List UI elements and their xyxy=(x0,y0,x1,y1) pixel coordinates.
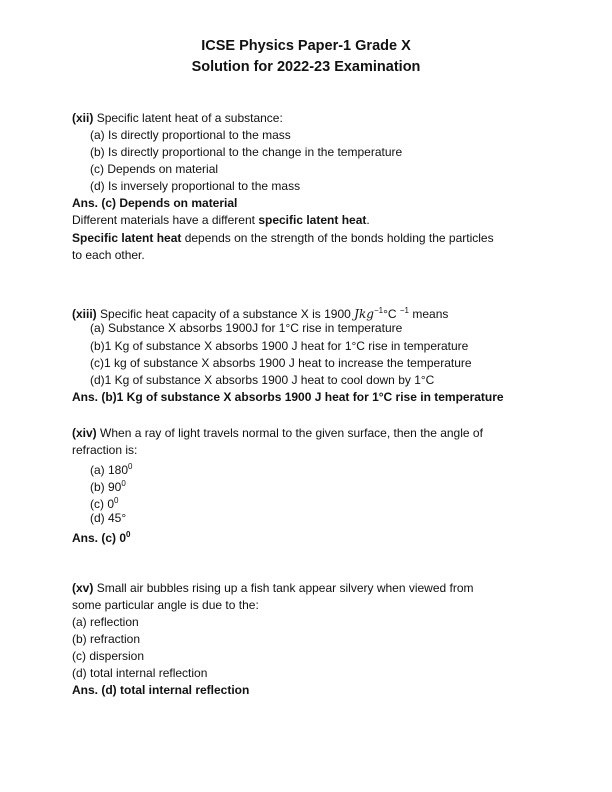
explanation-text: Different materials have a different xyxy=(72,213,259,227)
question-text-cont: some particular angle is due to the: xyxy=(72,598,259,612)
answer: Ans. (b)1 Kg of substance X absorbs 1900 J heat for 1°C rise in temperature xyxy=(72,390,504,404)
question-13 xyxy=(72,304,448,321)
option-a xyxy=(90,460,132,477)
answer: Ans. (c) Depends on material xyxy=(72,196,238,210)
explanation-term: specific latent heat xyxy=(258,213,367,227)
question-text: means xyxy=(412,307,449,321)
unit-celsius: °C xyxy=(383,307,397,321)
option-d: (d) Is inversely proportional to the mass xyxy=(90,179,301,193)
option-b: (b) refraction xyxy=(72,632,141,646)
unit-exponent: −1 xyxy=(373,306,384,315)
option-text: (b) 90 xyxy=(90,480,122,494)
option-d: (d)1 Kg of substance X absorbs 1900 J heat to cool down by 1°C xyxy=(90,373,435,387)
question-number: (xiii) xyxy=(72,307,97,321)
question-number: (xiv) xyxy=(72,426,97,440)
question-text: Specific latent heat of a substance: xyxy=(96,111,283,125)
page-title: ICSE Physics Paper-1 Grade X xyxy=(201,38,411,54)
option-b: (b) Is directly proportional to the change in the temperature xyxy=(90,145,403,159)
option-b: (b)1 Kg of substance X absorbs 1900 J heat for 1°C rise in temperature xyxy=(90,339,469,353)
question-text: Specific heat capacity of a substance X is 1900 xyxy=(100,307,355,321)
option-text: (c) 0 xyxy=(90,497,114,511)
option-d: (d) 45° xyxy=(90,511,127,525)
question-text: Small air bubbles rising up a fish tank appear silvery when viewed from xyxy=(96,581,474,595)
option-b xyxy=(90,477,126,494)
explanation-line: to each other. xyxy=(72,248,145,262)
option-c: (c) Depends on material xyxy=(90,162,219,176)
question-text: When a ray of light travels normal to the given surface, then the angle of xyxy=(100,426,483,440)
degree-mark: 0 xyxy=(114,496,119,505)
question-15 xyxy=(72,581,474,595)
degree-mark: 0 xyxy=(121,479,126,488)
explanation-term: Specific latent heat xyxy=(72,231,182,245)
option-d: (d) total internal reflection xyxy=(72,666,208,680)
option-a: (a) reflection xyxy=(72,615,139,629)
question-text-cont: refraction is: xyxy=(72,443,138,457)
question-14 xyxy=(72,426,483,440)
option-a: (a) Is directly proportional to the mass xyxy=(90,128,291,142)
option-c xyxy=(90,494,118,511)
answer xyxy=(72,528,130,545)
unit-exponent: −1 xyxy=(399,306,409,315)
answer: Ans. (d) total internal reflection xyxy=(72,683,250,697)
question-12 xyxy=(72,111,283,125)
option-text: (a) 180 xyxy=(90,463,129,477)
explanation-line xyxy=(72,213,370,227)
option-c: (c) dispersion xyxy=(72,649,145,663)
question-number: (xv) xyxy=(72,581,94,595)
page-subtitle: Solution for 2022-23 Examination xyxy=(191,59,421,75)
degree-mark: 0 xyxy=(128,462,133,471)
unit-jkg: Jkg xyxy=(354,307,374,321)
option-a: (a) Substance X absorbs 1900J for 1°C rise in temperature xyxy=(90,321,403,335)
option-c: (c)1 kg of substance X absorbs 1900 J heat to increase the temperature xyxy=(90,356,472,370)
degree-mark: 0 xyxy=(126,530,131,539)
question-number: (xii) xyxy=(72,111,94,125)
explanation-text: depends on the strength of the bonds holding the particles xyxy=(181,231,494,245)
answer-text: Ans. (c) 0 xyxy=(72,531,127,545)
explanation-line xyxy=(72,231,494,245)
explanation-text: . xyxy=(366,213,370,227)
